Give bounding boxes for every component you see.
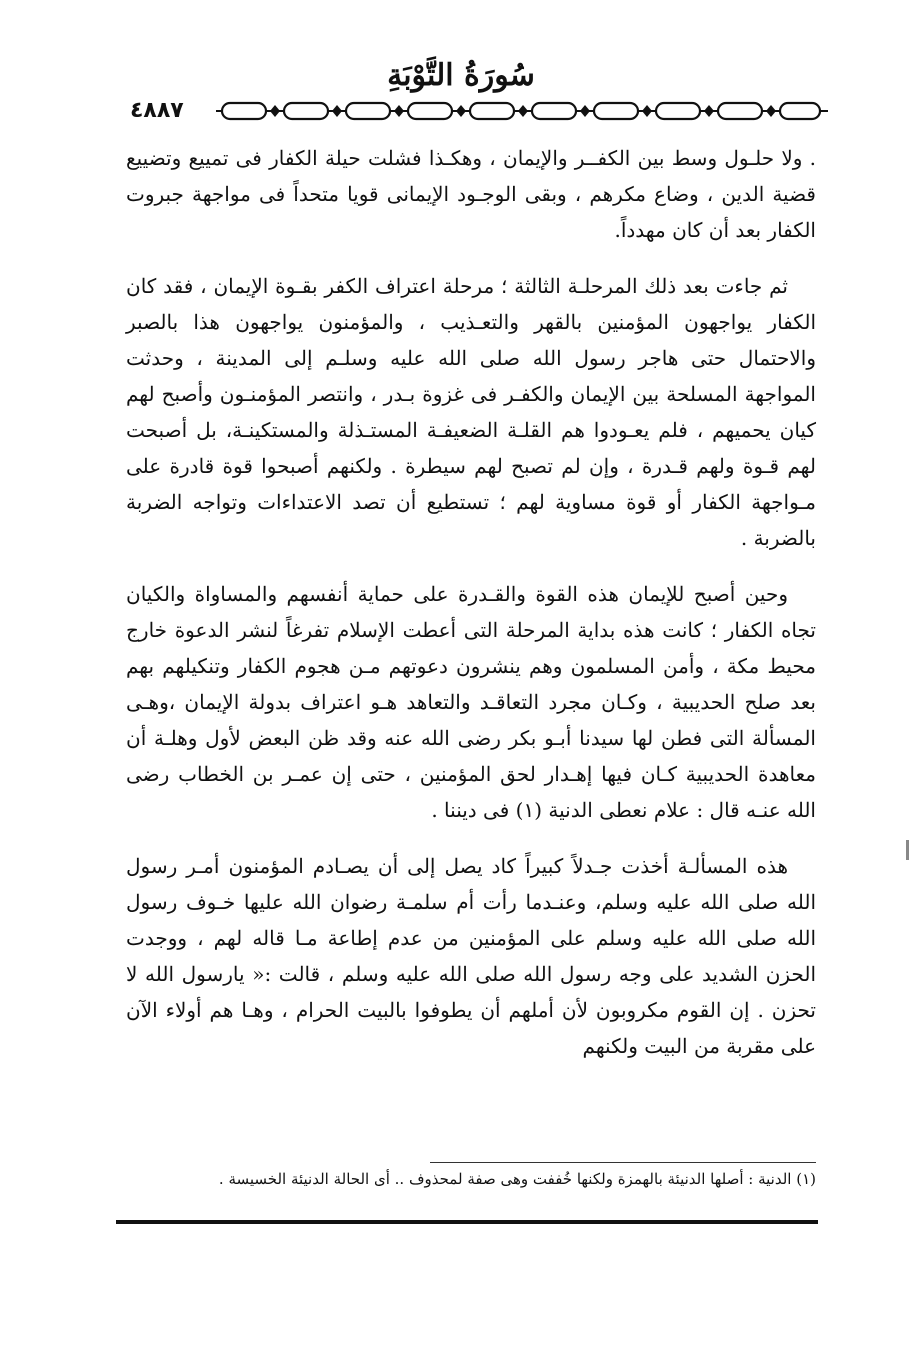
body-text [126,140,816,1084]
scan-edge-mark [906,840,909,860]
paragraph-4: هذه المسألـة أخذت جـدلاً كبيراً كاد يصل إلى أن يصـادم المؤمنون أمـر رسول الله صلى الله عليه وسلم، وعنـدما رأت أم سلمـة رضوان الله عليها خـوف رسول الله صلى الله عليه وسلم على المؤمنين من عدم إطاعة مـا قاله لهم ، ووجدت الحزن الشديد على وجه رسول الله صلى الله عليه وسلم ، قالت :« يارسول الله لا تحزن . إن القوم مكروبون لأن أملهم أن يطوفوا بالبيت الحرام ، وهـا هم أولاء الآن على مقربة من البيت ولكنهم [126,854,816,1058]
paragraph-2: ثم جاءت بعد ذلك المرحلـة الثالثة ؛ مرحلة اعتراف الكفر بقـوة الإيمان ، فقد كان الكفار يواجهون المؤمنين بالقهر والتعـذيب ، والمؤمنون يواجهون هذا بالصبر والاحتمال حتى هاجر رسول الله صلى الله عليه وسلـم إلى المدينة ، وحدثت المواجهة المسلحة بين الإيمان والكفـر فى غزوة بـدر ، وانتصر المؤمنـون وأصبح لهم كيان يحميهم ، فلم يعـودوا هم القلـة الضعيفـة المستـذلة والمستكينـة، بل أصبحت لهم قـوة ولهم قـدرة ، وإن لم تصبح لهم سيطرة . ولكنهم أصبحوا قوة قادرة على مـواجهة الكفار أو قوة مساوية لهم ؛ تستطيع أن تصد الاعتداءات وتواجه الضربة بالضربة . [126,274,816,550]
paragraph-1: . ولا حلـول وسط بين الكفــر والإيمان ، وهكـذا فشلت حيلة الكفار فى تمييع وتضييع قضية الدين ، وضاع مكرهم ، وبقى الوجـود الإيمانى قويا متحداً فى مواجهة جبروت الكفار بعد أن كان مهدداً. [126,146,816,242]
bottom-rule [116,1220,818,1224]
surah-title: سُورَةُ التَّوْبَةِ [387,58,535,93]
footnote-separator [430,1162,816,1163]
page-number: ٤٨٨٧ [130,98,184,123]
footnote: (١) الدنية : أصلها الدنيئة بالهمزة ولكنها خُففت وهى صفة لمحذوف .. أى الحالة الدنيئة الخسيسة . [218,1170,816,1188]
paragraph-3: وحين أصبح للإيمان هذه القوة والقـدرة على حماية أنفسهم والمساواة والكيان تجاه الكفار ؛ كانت هذه بداية المرحلة التى أعطت الإسلام تفرغاً لنشر الدعوة خارج محيط مكة ، وأمن المسلمون وهم ينشرون دعوتهم مـن هجوم الكفار وتنكيلهم بهم بعد صلح الحديبية ، وكـان مجرد التعاقـد والتعاهد هـو اعتراف بدولة الإيمان ،وهـى المسألة التى فطن لها سيدنا أبـو بكر رضى الله عنه وقد ظن البعض لأول وهلـة أن معاهدة الحديبية كـان فيها إهـدار لحق المؤمنين ، حتى إن عمـر بن الخطاب رضى الله عنـه قال : علام نعطى الدنية (١) فى ديننا . [126,582,816,822]
header-border [118,96,828,126]
ornament-chain-border [216,96,828,126]
